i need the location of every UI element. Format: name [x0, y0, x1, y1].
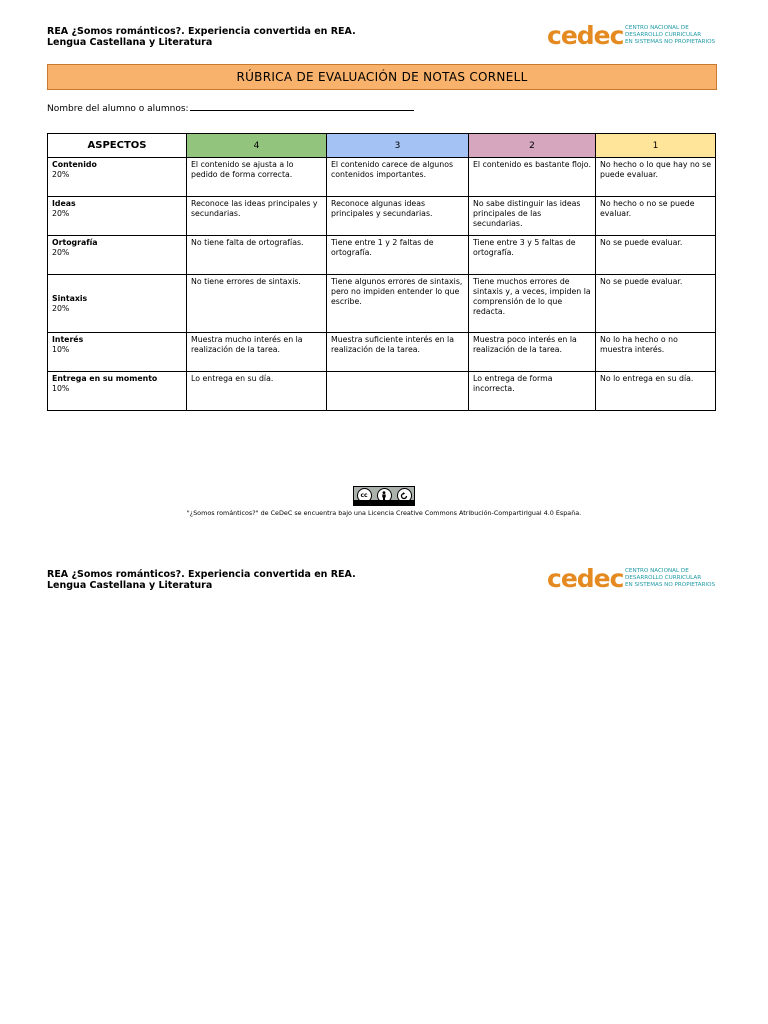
- aspect-cell: [48, 236, 187, 275]
- table-row: [48, 333, 716, 372]
- logo-tag-line-2: DESARROLLO CURRICULAR: [625, 575, 702, 581]
- table-row: [48, 236, 716, 275]
- logo-tag-line-3: EN SISTEMAS NO PROPIETARIOS: [625, 582, 716, 588]
- cc-icon: cc: [357, 488, 372, 503]
- cell-score-2: Tiene muchos errores de sintaxis y, a veces, impiden la comprensión de lo que redacta.: [469, 275, 596, 333]
- cell-score-2: Muestra poco interés en la realización de la tarea.: [469, 333, 596, 372]
- logo-tagline: [625, 25, 715, 46]
- creative-commons-badge[interactable]: [353, 486, 415, 506]
- cell-score-1: No se puede evaluar.: [596, 236, 716, 275]
- logo-brand: cedec: [547, 21, 624, 50]
- page-header-bottom: [47, 564, 717, 605]
- cell-score-4: Lo entrega en su día.: [187, 372, 327, 411]
- aspect-name: Interés: [52, 335, 84, 344]
- cell-score-3: Tiene entre 1 y 2 faltas de ortografía.: [327, 236, 469, 275]
- header-line-2: Lengua Castellana y Literatura: [47, 37, 213, 48]
- cell-score-4: Reconoce las ideas principales y secundarias.: [187, 197, 327, 236]
- cell-score-3: El contenido carece de algunos contenidos importantes.: [327, 158, 469, 197]
- logo-tag-line-1: CENTRO NACIONAL DE: [625, 25, 689, 31]
- badge-subline: [354, 500, 414, 506]
- cell-score-1: No hecho o lo que hay no se puede evaluar.: [596, 158, 716, 197]
- aspect-cell: [48, 275, 187, 333]
- rubric-table: [47, 133, 716, 411]
- cell-score-1: No se puede evaluar.: [596, 275, 716, 333]
- student-name-line: [190, 101, 414, 111]
- share-alike-icon: [400, 492, 408, 500]
- aspect-name: Contenido: [52, 160, 97, 169]
- logo-tagline: [625, 568, 715, 589]
- cell-score-4: No tiene falta de ortografías.: [187, 236, 327, 275]
- aspect-cell: [48, 372, 187, 411]
- cell-score-2: El contenido es bastante flojo.: [469, 158, 596, 197]
- aspect-weight: 20%: [52, 248, 70, 257]
- aspect-weight: 20%: [52, 170, 70, 179]
- cell-score-3: [327, 372, 469, 411]
- header-titles: [47, 569, 356, 591]
- aspect-cell: [48, 158, 187, 197]
- cell-score-1: No hecho o no se puede evaluar.: [596, 197, 716, 236]
- header-line-1: REA ¿Somos románticos?. Experiencia convertida en REA.: [47, 26, 356, 37]
- header-score-2: 2: [469, 134, 596, 158]
- cell-score-4: Muestra mucho interés en la realización de la tarea.: [187, 333, 327, 372]
- logo-tag-line-1: CENTRO NACIONAL DE: [625, 568, 689, 574]
- aspect-weight: 20%: [52, 303, 70, 313]
- aspect-cell: [48, 333, 187, 372]
- license-block: [47, 482, 721, 517]
- aspect-name: Ortografía: [52, 238, 98, 247]
- table-row: [48, 372, 716, 411]
- aspect-weight: 20%: [52, 209, 70, 218]
- logo-brand: cedec: [547, 564, 624, 593]
- student-name-label: Nombre del alumno o alumnos:: [47, 104, 189, 114]
- cedec-logo: [547, 21, 717, 57]
- aspect-cell: [48, 197, 187, 236]
- table-row: [48, 275, 716, 333]
- page-header-top: [47, 21, 717, 62]
- cell-score-3: Reconoce algunas ideas principales y secundarias.: [327, 197, 469, 236]
- cedec-logo: [547, 564, 717, 600]
- cell-score-4: No tiene errores de sintaxis.: [187, 275, 327, 333]
- cell-score-4: El contenido se ajusta a lo pedido de forma correcta.: [187, 158, 327, 197]
- header-line-2: Lengua Castellana y Literatura: [47, 580, 213, 591]
- cell-score-3: Muestra suficiente interés en la realización de la tarea.: [327, 333, 469, 372]
- header-line-1: REA ¿Somos románticos?. Experiencia convertida en REA.: [47, 569, 356, 580]
- aspect-name: Entrega en su momento: [52, 374, 158, 383]
- table-row: [48, 197, 716, 236]
- header-score-4: 4: [187, 134, 327, 158]
- license-text: "¿Somos románticos?" de CeDeC se encuentra bajo una Licencia Creative Commons Atribución-CompartirIgual 4.0 España.: [186, 508, 582, 517]
- cell-score-2: Lo entrega de forma incorrecta.: [469, 372, 596, 411]
- student-name-field: [47, 101, 414, 114]
- cell-score-1: No lo entrega en su día.: [596, 372, 716, 411]
- cell-score-3: Tiene algunos errores de sintaxis, pero no impiden entender lo que escribe.: [327, 275, 469, 333]
- header-score-1: 1: [596, 134, 716, 158]
- page-title: RÚBRICA DE EVALUACIÓN DE NOTAS CORNELL: [47, 64, 717, 90]
- header-aspectos: ASPECTOS: [48, 134, 187, 158]
- table-row: [48, 158, 716, 197]
- header-score-3: 3: [327, 134, 469, 158]
- header-titles: [47, 26, 356, 48]
- logo-tag-line-3: EN SISTEMAS NO PROPIETARIOS: [625, 39, 716, 45]
- cell-score-2: Tiene entre 3 y 5 faltas de ortografía.: [469, 236, 596, 275]
- logo-tag-line-2: DESARROLLO CURRICULAR: [625, 32, 702, 38]
- cell-score-1: No lo ha hecho o no muestra interés.: [596, 333, 716, 372]
- aspect-weight: 10%: [52, 384, 70, 393]
- cell-score-2: No sabe distinguir las ideas principales de las secundarias.: [469, 197, 596, 236]
- table-header-row: [48, 134, 716, 158]
- aspect-name: Ideas: [52, 199, 76, 208]
- aspect-name: Sintaxis: [52, 293, 88, 303]
- aspect-weight: 10%: [52, 345, 70, 354]
